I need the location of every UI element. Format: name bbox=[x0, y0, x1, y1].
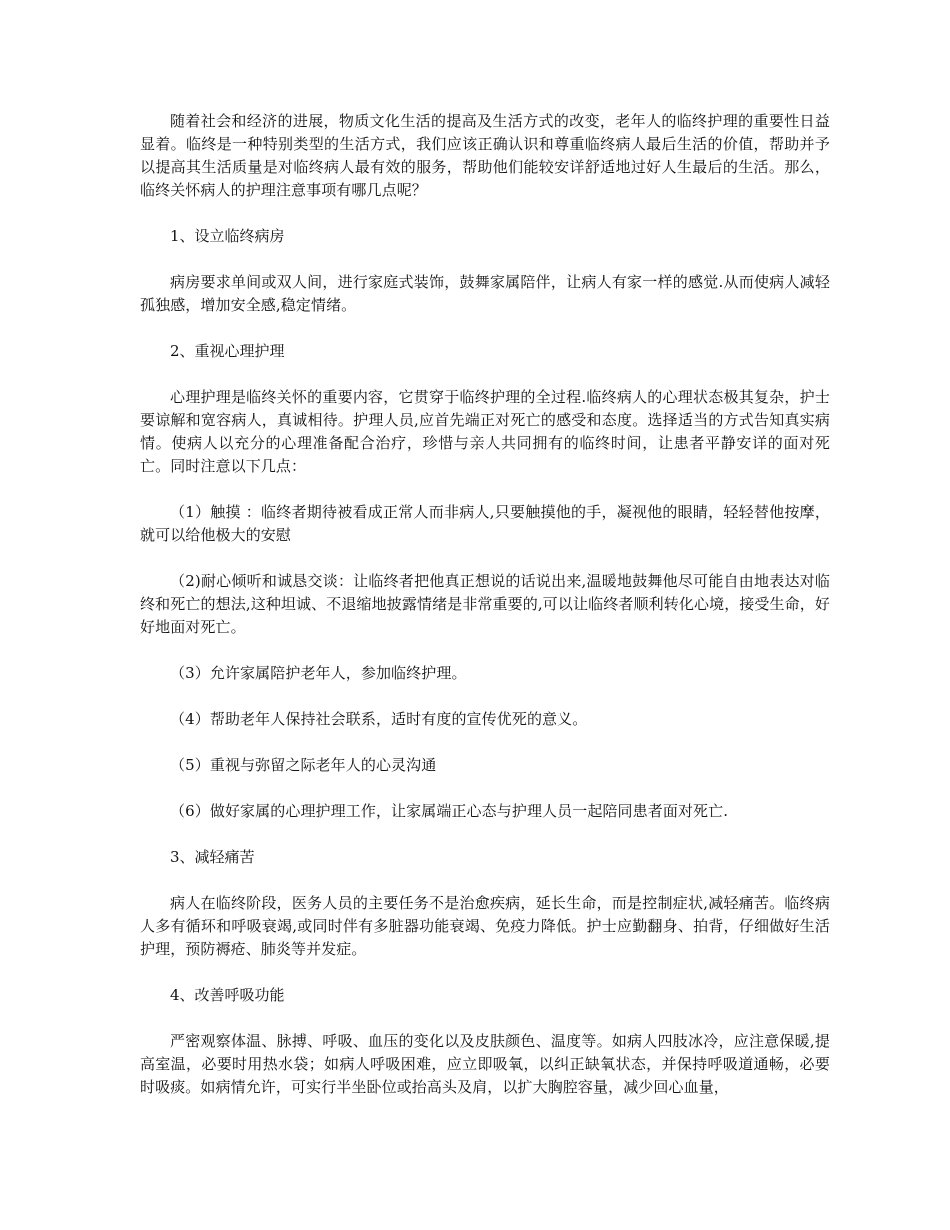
list-item-5: （5）重视与弥留之际老年人的心灵沟通 bbox=[170, 756, 437, 774]
section-1-paragraph: 病房要求单间或双人间，进行家庭式装饰，鼓舞家属陪伴，让病人有家一样的感觉.从而使病人减轻孤独感，增加安全感,稳定情绪。 bbox=[140, 273, 830, 314]
list-item-4: （4）帮助老年人保持社会联系，适时有度的宣传优死的意义。 bbox=[170, 710, 588, 728]
section-heading-3: 3、减轻痛苦 bbox=[170, 848, 255, 866]
section-heading-2: 2、重视心理护理 bbox=[170, 342, 285, 360]
list-item-2: （2)耐心倾听和诚恳交谈：让临终者把他真正想说的话说出来,温暖地鼓舞他尽可能自由地表达对临终和死亡的想法,这种坦诚、不退缩地披露情绪是非常重要的,可以让临终者顺利转化心境，接受生命，好好地面对死亡。 bbox=[140, 572, 830, 636]
list-item-6: （6）做好家属的心理护理工作，让家属端正心态与护理人员一起陪同患者面对死亡. bbox=[170, 802, 729, 820]
section-heading-4: 4、改善呼吸功能 bbox=[170, 986, 285, 1004]
list-item-3: （3）允许家属陪护老年人，参加临终护理。 bbox=[170, 664, 467, 682]
section-heading-1: 1、设立临终病房 bbox=[170, 227, 285, 245]
list-item-1: （1）触摸 ：临终者期待被看成正常人而非病人,只要触摸他的手，凝视他的眼睛，轻轻替他按摩，就可以给他极大的安慰 bbox=[140, 503, 830, 544]
document-page bbox=[140, 110, 830, 1122]
section-2-paragraph: 心理护理是临终关怀的重要内容，它贯穿于临终护理的全过程.临终病人的心理状态极其复杂，护士要谅解和宽容病人，真诚相待。护理人员,应首先端正对死亡的感受和态度。选择适当的方式告知真实病情。使病人以充分的心理准备配合治疗，珍惜与亲人共同拥有的临终时间，让患者平静安详的面对死亡。同时注意以下几点： bbox=[140, 388, 830, 475]
intro-paragraph: 随着社会和经济的进展，物质文化生活的提高及生活方式的改变，老年人的临终护理的重要性日益显着。临终是一种特别类型的生活方式，我们应该正确认识和尊重临终病人最后生活的价值，帮助并予以提高其生活质量是对临终病人最有效的服务，帮助他们能较安详舒适地过好人生最后的生活。那么，临终关怀病人的护理注意事项有哪几点呢？ bbox=[140, 112, 830, 199]
section-3-paragraph: 病人在临终阶段，医务人员的主要任务不是治愈疾病，延长生命，而是控制症状,减轻痛苦。临终病人多有循环和呼吸衰竭,或同时伴有多脏器功能衰竭、免疫力降低。护士应勤翻身、拍背，仔细做好生活护理，预防褥疮、肺炎等并发症。 bbox=[140, 894, 830, 958]
section-4-paragraph: 严密观察体温、脉搏、呼吸、血压的变化以及皮肤颜色、温度等。如病人四肢冰冷，应注意保暖,提高室温，必要时用热水袋；如病人呼吸困难，应立即吸氧，以纠正缺氧状态，并保持呼吸道通畅，必要时吸痰。如病情允许，可实行半坐卧位或抬高头及肩，以扩大胸腔容量，减少回心血量， bbox=[140, 1032, 830, 1096]
